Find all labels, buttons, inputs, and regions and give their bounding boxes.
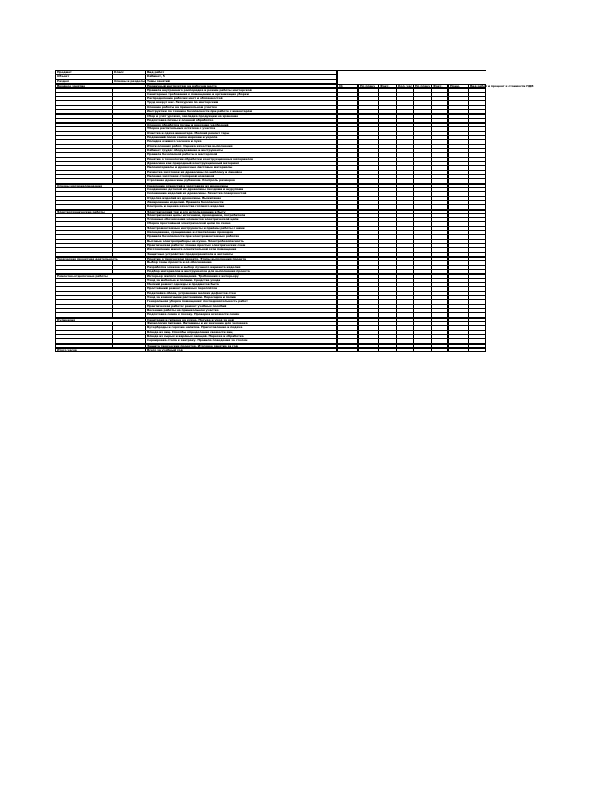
grid-cell — [432, 349, 449, 352]
grid-cell — [469, 349, 486, 352]
grid-cell — [359, 313, 379, 317]
table-row — [56, 80, 486, 84]
grid-cell — [379, 205, 397, 209]
cell-description: Электрический ток и его использование в быту — [146, 211, 338, 214]
grid-cell — [449, 349, 469, 352]
table-row — [56, 339, 486, 343]
grid-cell — [379, 253, 397, 257]
grid-cell — [432, 110, 449, 114]
grid-cell — [359, 205, 379, 209]
cell-description: Правила внутреннего распорядка и режим работы мастерской — [146, 89, 338, 92]
grid-cell — [338, 253, 359, 257]
cell-section-label: Кулинария — [56, 319, 146, 322]
grid-cell — [469, 205, 486, 209]
cell-description: Весенние работы на пришкольном участке — [146, 309, 338, 313]
cell-description: Осенние работы на пришкольном участке — [146, 106, 338, 110]
grid-cell — [397, 339, 414, 343]
grid-cell — [359, 179, 379, 183]
grid-cell — [397, 110, 414, 114]
grid-cell — [449, 179, 469, 183]
grid-cell — [338, 345, 359, 348]
grid-cell — [432, 313, 449, 317]
grid-cell — [338, 205, 359, 209]
grid-cell — [432, 205, 449, 209]
table-row — [56, 83, 534, 88]
grid-cell — [432, 179, 449, 183]
cell-col-a: Предмет — [56, 71, 113, 75]
cell-description: Уход за комнатными растениями. Пересадка и полив — [146, 296, 338, 300]
cell-description: Соединение деталей из древесины гвоздями и шурупами — [146, 188, 338, 192]
worksheet-table — [55, 70, 534, 352]
cell-section-label: Вводное занятие — [56, 85, 146, 88]
cell-description: Пиломатериалы и древесные листовые материалы — [146, 166, 338, 170]
cell-description: Очистка и сдача инвентаря. Мелкий ремонт тары — [146, 132, 338, 136]
grid-cell — [379, 110, 397, 114]
cell-col-b: Класс — [113, 71, 146, 75]
cell-description: Практическая работа: чтение простых электрических схем — [146, 244, 338, 248]
table-row — [56, 119, 486, 123]
cell-description: Сбор и учёт урожая, закладка продукции на хранение — [146, 115, 338, 118]
grid-cell — [379, 345, 397, 348]
grid-cell — [359, 253, 379, 257]
grid-cell — [449, 270, 469, 274]
grid-cell — [414, 179, 432, 183]
cell-description: Темы занятий — [146, 80, 338, 84]
grid-cell — [397, 179, 414, 183]
grid-cell — [449, 119, 469, 123]
cell-description: Понятие о технологии обработки конструкционных материалов — [146, 158, 338, 162]
cell-description: Электромонтажные инструменты и приёмы работы с ними — [146, 227, 338, 231]
cell-section-label: Ремонтно-отделочные работы — [56, 275, 146, 278]
cell-description: Защитные устройства: предохранители и автоматы — [146, 253, 338, 257]
cell-description: Контроль и оценка качества готового изделия — [146, 205, 338, 209]
table-row — [56, 110, 486, 114]
grid-cell — [449, 345, 469, 348]
cell-description: Кабинет труда: оборудование и инструменты — [146, 149, 338, 153]
grid-cell — [449, 253, 469, 257]
cell-description: Осенняя обработка почвы и внесение удобрений — [146, 124, 338, 127]
grid-cell — [397, 119, 414, 123]
cell-description: Физиология питания. Витамины и их значение для человека — [146, 322, 338, 326]
grid-cell — [359, 270, 379, 274]
cell-description: Распределение рабочих мест и обязанностей — [146, 97, 338, 101]
grid-cell — [338, 349, 359, 352]
cell-description: Пиление заготовок столярной ножовкой — [146, 175, 338, 179]
cell-description: Блюда из сырых и варёных овощей. Нарезка и обработка — [146, 335, 338, 339]
cell-description: Мелкий ремонт одежды и предметов быта — [146, 283, 338, 287]
grid-header-cell: Вид работ и процент к стоимости ПДВ — [470, 83, 534, 88]
cell-description: Разработка эскизов и выбор лучшего варианта изделия — [146, 266, 338, 270]
cell-col-a: Раздел — [56, 80, 113, 84]
cell-description: Сборка простейшей электрической цепи по схеме — [146, 222, 338, 226]
cell-description: Лакирование изделий. Правила безопасности — [146, 201, 338, 205]
grid-cell — [414, 110, 432, 114]
cell-description: Защита творческих проектов. Итоговое занятие за год — [146, 345, 338, 348]
cell-description: Правила безопасности при электромонтажных работах — [146, 235, 338, 239]
grid-cell — [338, 119, 359, 123]
cell-description: Генеральная уборка помещения: последовательность работ — [146, 300, 338, 304]
grid-cell — [397, 253, 414, 257]
cell-description: Разметка заготовок из древесины по шаблону и линейке — [146, 171, 338, 175]
cell-col-a — [56, 339, 113, 343]
grid-header-cell: Прим. — [449, 85, 469, 88]
grid-cell — [469, 270, 486, 274]
cell-description: Вид работ — [146, 71, 338, 75]
grid-cell — [432, 119, 449, 123]
cell-col-a — [56, 110, 113, 114]
cell-col-a — [56, 313, 113, 317]
grid-cell — [379, 349, 397, 352]
grid-cell — [359, 110, 379, 114]
cell-description: Санитария и гигиена на кухне. Посуда и уход за ней — [146, 319, 338, 322]
cell-description: Правила безопасной работы в мастерской — [146, 153, 338, 157]
grid-cell — [414, 119, 432, 123]
cell-description: Древесина как природный конструкционный материал — [146, 162, 338, 166]
margin-spacer — [338, 80, 486, 84]
cell-section-label: Электротехнические работы — [56, 211, 146, 214]
cell-description: Инструктаж по технике безопасности при работе с инвентарём — [146, 110, 338, 114]
cell-col-a: Объект — [56, 75, 113, 79]
cell-col-a — [56, 179, 113, 183]
grid-cell — [359, 345, 379, 348]
cell-col-a — [56, 205, 113, 209]
grid-header-cell: № — [338, 85, 359, 88]
table-row — [56, 179, 486, 183]
cell-description: Практическая работа: ремонт учебных пособий — [146, 305, 338, 309]
cell-section-label: Итого часов — [56, 349, 146, 352]
cell-col-b — [113, 119, 146, 123]
cell-col-b — [113, 313, 146, 317]
grid-cell — [414, 345, 432, 348]
table-row — [56, 270, 486, 274]
grid-cell — [397, 270, 414, 274]
cell-section-label: Творческая проектная деятельность — [56, 258, 146, 261]
table-row — [56, 313, 486, 317]
grid-cell — [338, 270, 359, 274]
cell-description: Подбор материалов и инструментов для выполнения проекта — [146, 270, 338, 274]
cell-description: Подзимний посев семян моркови и укропа — [146, 136, 338, 140]
grid-cell — [414, 349, 432, 352]
cell-description: Бутерброды и горячие напитки. Приготовление и подача — [146, 326, 338, 330]
cell-description: Первичный инструктаж на рабочем месте — [146, 85, 338, 88]
grid-cell — [379, 339, 397, 343]
cell-description: Условные обозначения элементов электрической цепи — [146, 218, 338, 222]
grid-cell — [469, 119, 486, 123]
grid-cell — [414, 253, 432, 257]
grid-cell — [414, 313, 432, 317]
grid-cell — [379, 179, 397, 183]
cell-description: Блюда из яиц. Способы определения свежести яиц — [146, 331, 338, 335]
cell-description: Отделка изделий из древесины. Выжигание — [146, 197, 338, 201]
grid-cell — [379, 270, 397, 274]
cell-description: Сервировка стола к завтраку. Правила поведения за столом — [146, 339, 338, 343]
cell-description: Подготовка почвы к осенней обработке — [146, 119, 338, 123]
cell-col-b — [113, 179, 146, 183]
cell-description: Уборка растительных остатков с участка — [146, 127, 338, 131]
grid-cell — [397, 349, 414, 352]
cell-description: Санитарные требования к помещению и организация уборки — [146, 93, 338, 97]
grid-cell — [359, 349, 379, 352]
grid-cell — [397, 313, 414, 317]
cell-description: Уход за мебелью и полами. Средства ухода — [146, 279, 338, 283]
cell-description: Изготовление макета осветительной сети помещения — [146, 248, 338, 252]
grid-cell — [469, 253, 486, 257]
grid-cell — [449, 339, 469, 343]
cell-description: Выбор темы проекта и её обоснование — [146, 261, 338, 265]
grid-cell — [338, 110, 359, 114]
cell-col-b — [113, 270, 146, 274]
grid-cell — [414, 339, 432, 343]
grid-cell — [449, 110, 469, 114]
cell-col-b — [113, 339, 146, 343]
grid-cell — [469, 313, 486, 317]
cell-col-b — [113, 253, 146, 257]
cell-col-b — [113, 110, 146, 114]
cell-col-a — [56, 253, 113, 257]
cell-section-label: Основы материаловедения — [56, 185, 146, 188]
table-row — [56, 344, 486, 348]
cell-description: Простейший ремонт книжных переплётов — [146, 287, 338, 291]
grid-cell — [359, 339, 379, 343]
grid-cell — [469, 339, 486, 343]
cell-description: Электрическая цепь: источники, проводники, потребители — [146, 214, 338, 218]
cell-description: Подклейка обоев, устранение мелких дефектов стен — [146, 292, 338, 296]
grid-cell — [338, 179, 359, 183]
grid-cell — [397, 205, 414, 209]
table-row — [56, 348, 486, 352]
grid-header-cell: Кол. час — [397, 85, 414, 88]
grid-cell — [432, 270, 449, 274]
cell-col-a — [56, 119, 113, 123]
grid-cell — [414, 205, 432, 209]
cell-description: Подготовка семян к посеву. Проверка всхожести семян — [146, 313, 338, 317]
table-row — [56, 205, 486, 209]
cell-col-a — [56, 345, 113, 348]
cell-description: Склеивание изделий из древесины. Зачистка поверхностей — [146, 192, 338, 196]
grid-cell — [432, 253, 449, 257]
grid-header-cell: По плану — [359, 85, 379, 88]
grid-header-cell: По плану — [415, 84, 431, 88]
grid-cell — [469, 179, 486, 183]
cell-description: Итоги осенних работ. Оценка качества выполнения — [146, 145, 338, 149]
grid-cell — [414, 270, 432, 274]
grid-cell — [449, 205, 469, 209]
cell-col-b — [113, 205, 146, 209]
cell-description: Сверление отверстий в заготовках из древесины — [146, 185, 338, 188]
cell-description: Строгание древесины рубанком. Контроль размеров — [146, 179, 338, 183]
cell-col-a — [56, 270, 113, 274]
grid-cell — [469, 110, 486, 114]
cell-description: Посадка озимого чеснока и лука — [146, 140, 338, 144]
cell-description: Интерьер жилого помещения. Требования к интерьеру — [146, 275, 338, 278]
cell-description: Понятие о творческом проекте. Этапы выполнения проекта — [146, 258, 338, 261]
grid-cell — [397, 345, 414, 348]
cell-description: Всего за учебный год — [146, 349, 338, 352]
grid-cell — [379, 313, 397, 317]
grid-cell — [338, 313, 359, 317]
cell-description: Труд вокруг нас. Экскурсия по мастерским — [146, 101, 338, 105]
grid-cell — [359, 119, 379, 123]
cell-description: Оконцевание, сращивание и ответвление проводов — [146, 231, 338, 235]
cell-description: Бытовые электроприборы на кухне. Электробезопасность — [146, 240, 338, 244]
table-row — [56, 253, 486, 257]
grid-cell — [338, 339, 359, 343]
grid-header-cell: Факт. — [379, 85, 397, 88]
cell-col-b — [113, 345, 146, 348]
grid-header-cell: Факт. — [432, 85, 449, 88]
grid-cell — [379, 119, 397, 123]
grid-cell — [432, 345, 449, 348]
cell-col-b: Основы и разделы — [114, 79, 145, 83]
grid-cell — [449, 313, 469, 317]
grid-cell — [469, 345, 486, 348]
grid-cell — [432, 339, 449, 343]
cell-description: Кабинет, 5 — [146, 75, 338, 79]
